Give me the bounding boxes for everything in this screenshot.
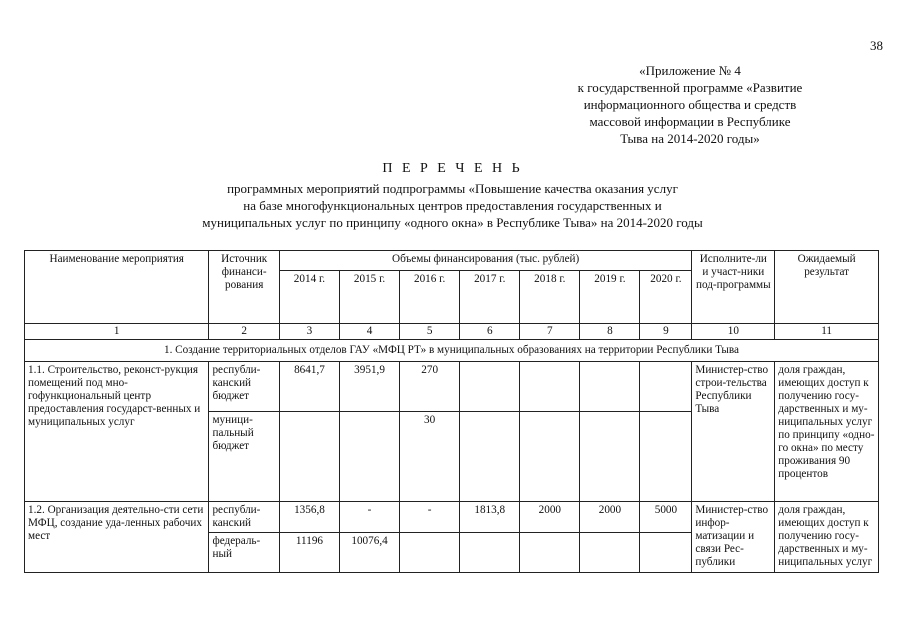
appendix-line: массовой информации в Республике [589,114,791,129]
amount-cell: 30 [400,412,460,502]
page-number: 38 [870,38,883,53]
amount-cell: 8641,7 [279,362,339,412]
header-name: Наименование мероприятия [25,251,209,324]
amount-cell [580,533,640,573]
amount-cell: 3951,9 [340,362,400,412]
header-executors: Исполните-ли и участ-ники под-программы [692,251,775,324]
funding-source: федераль-ный [209,533,279,573]
subtitle-line: программных мероприятий подпрограммы «Повышение качества оказания услуг [227,181,678,196]
amount-cell [279,412,339,502]
header-year: 2015 г. [340,271,400,324]
executor: Министер-ство инфор-матизации и связи Рес-публики [692,502,775,573]
amount-cell [460,362,520,412]
activity-name: 1.2. Организация деятельно-сти сети МФЦ, создание уда-ленных рабочих мест [25,502,209,573]
amount-cell [520,412,580,502]
amount-cell: 270 [400,362,460,412]
appendix-note [560,62,820,147]
subtitle-line: на базе многофункциональных центров предоставления государственных и [243,198,662,213]
funding-source: муници-пальный бюджет [209,412,279,502]
header-year: 2020 г. [640,271,692,324]
column-number: 11 [775,324,879,340]
funding-source: республи-канский бюджет [209,362,279,412]
header-year: 2014 г. [279,271,339,324]
amount-cell: 2000 [580,502,640,533]
header-year: 2016 г. [400,271,460,324]
executor: Министер-ство строи-тельства Республики Тыва [692,362,775,502]
amount-cell [460,533,520,573]
header-source: Источник финанси-рования [209,251,279,324]
amount-cell [400,533,460,573]
header-year: 2018 г. [520,271,580,324]
amount-cell: 11196 [279,533,339,573]
amount-cell: - [400,502,460,533]
document-title: П Е Р Е Ч Е Н Ь [382,161,523,176]
amount-cell: 5000 [640,502,692,533]
column-number: 4 [340,324,400,340]
column-number: 9 [640,324,692,340]
header-volumes: Объемы финансирования (тыс. рублей) [279,251,691,271]
amount-cell: 2000 [520,502,580,533]
column-number: 6 [460,324,520,340]
column-number: 2 [209,324,279,340]
section-heading: 1. Создание территориальных отделов ГАУ «МФЦ РТ» в муниципальных образованиях на территории Республики Тыва [25,340,879,362]
amount-cell: 1813,8 [460,502,520,533]
column-number: 5 [400,324,460,340]
appendix-line: к государственной программе «Развитие [577,80,803,95]
amount-cell [640,412,692,502]
amount-cell [640,533,692,573]
activities-table [24,250,879,573]
amount-cell [580,362,640,412]
appendix-line: «Приложение № 4 [639,63,741,78]
amount-cell: 1356,8 [279,502,339,533]
column-number: 8 [580,324,640,340]
activity-name: 1.1. Строительство, реконст-рукция помещений под мно-гофункциональный центр предоставления государст-венных и муниципальных услуг [25,362,209,502]
column-number: 10 [692,324,775,340]
appendix-line: Тыва на 2014-2020 годы» [620,131,760,146]
column-number: 7 [520,324,580,340]
appendix-line: информационного общества и средств [583,97,797,112]
amount-cell [520,362,580,412]
column-number: 3 [279,324,339,340]
amount-cell [340,412,400,502]
amount-cell: 10076,4 [340,533,400,573]
document-subtitle [150,180,755,231]
header-result: Ожидаемый результат [775,251,879,324]
amount-cell [580,412,640,502]
amount-cell [640,362,692,412]
amount-cell [520,533,580,573]
amount-cell [460,412,520,502]
header-year: 2019 г. [580,271,640,324]
column-number: 1 [25,324,209,340]
subtitle-line: муниципальных услуг по принципу «одного окна» в Республике Тыва» на 2014-2020 годы [202,215,703,230]
expected-result: доля граждан, имеющих доступ к получению госу-дарственных и му-ниципальных услуг по принципу «одно-го окна» по месту проживания 90 процентов [775,362,879,502]
funding-source: республи-канский [209,502,279,533]
expected-result: доля граждан, имеющих доступ к получению госу-дарственных и му-ниципальных услуг [775,502,879,573]
amount-cell: - [340,502,400,533]
header-year: 2017 г. [460,271,520,324]
